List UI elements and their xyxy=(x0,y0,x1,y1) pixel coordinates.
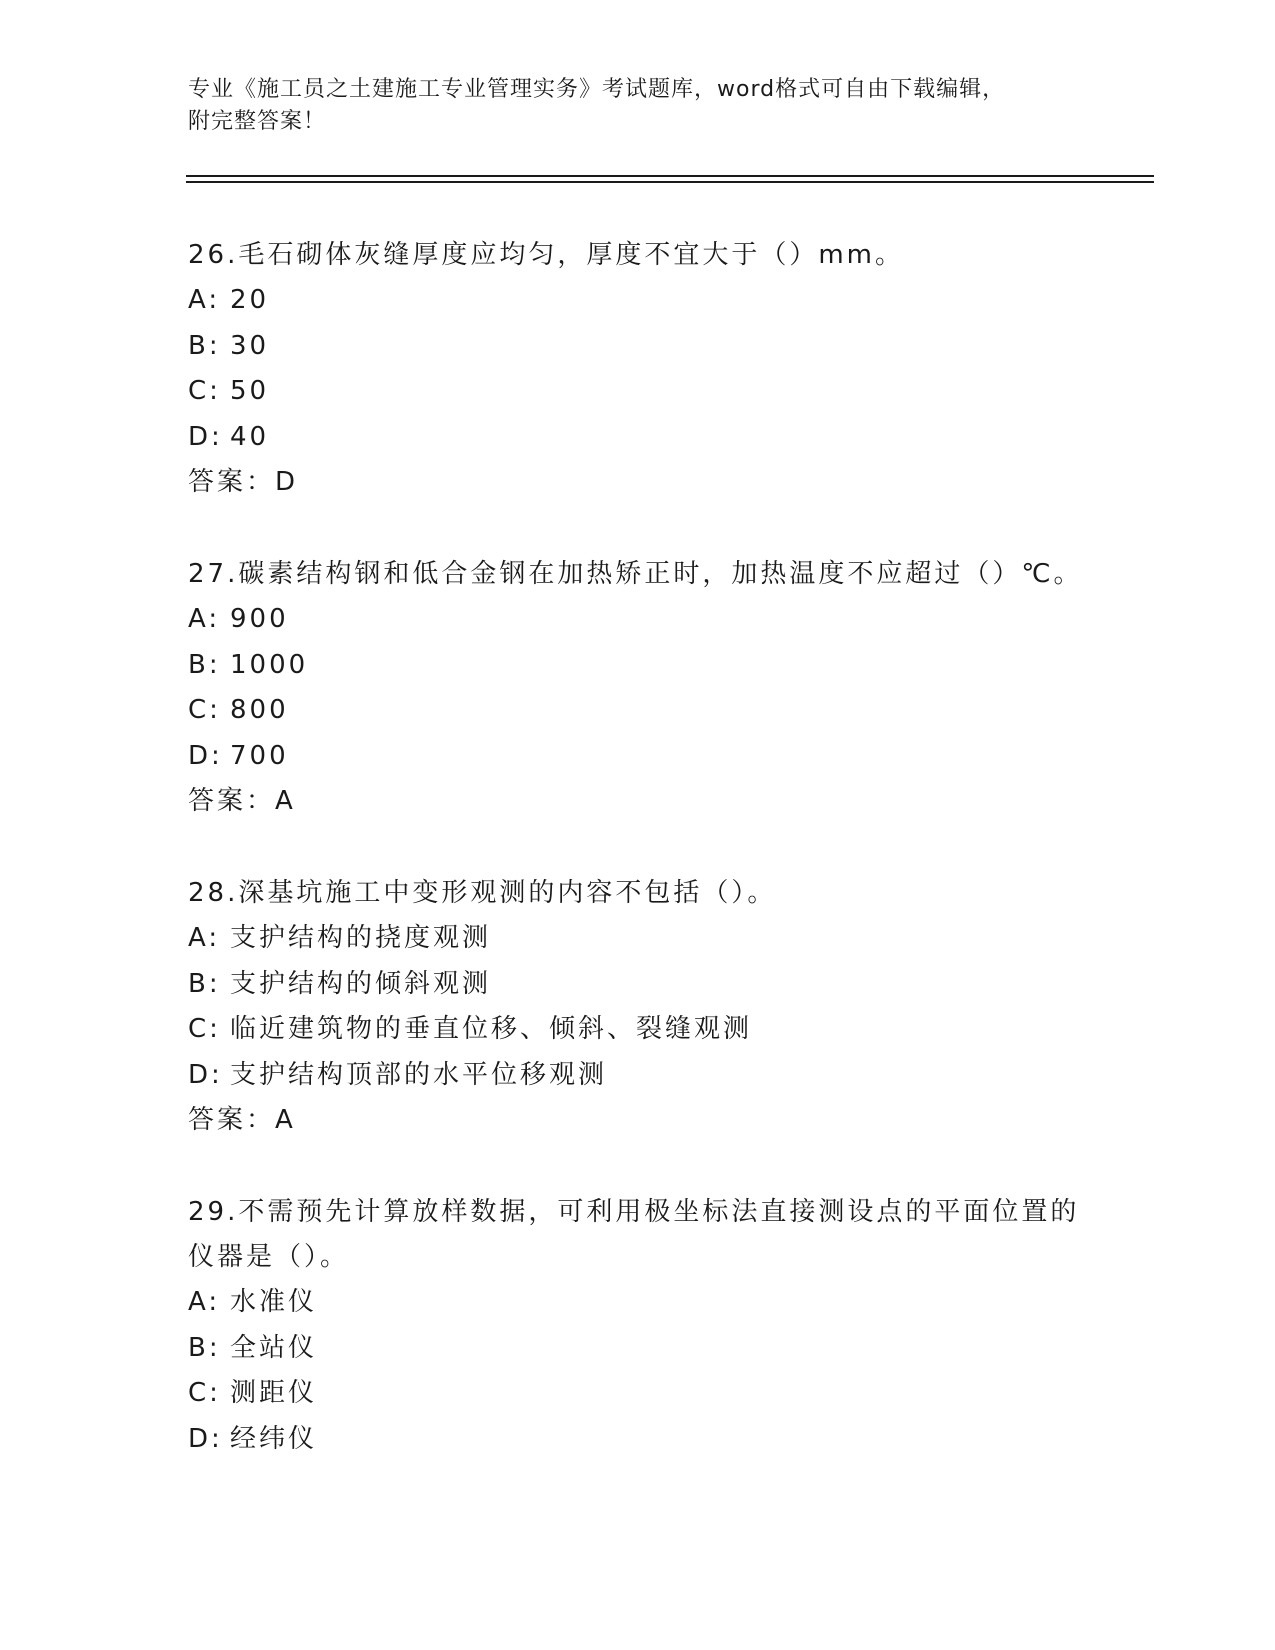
option-label: D: xyxy=(188,1059,223,1090)
option-d xyxy=(188,1053,1088,1099)
option-text: 700 xyxy=(230,740,289,771)
option-label: A: xyxy=(188,923,221,953)
option-b xyxy=(188,643,1088,689)
question-27 xyxy=(188,552,1088,824)
option-text: 800 xyxy=(230,695,289,725)
option-a xyxy=(188,278,1088,324)
option-text: 测距仪 xyxy=(230,1378,318,1408)
question-stem-line-2: 仪器是（）。 xyxy=(188,1242,350,1272)
question-stem xyxy=(188,1190,1088,1280)
option-c xyxy=(188,1007,1088,1053)
option-a xyxy=(188,916,1088,962)
option-label: D: xyxy=(188,421,223,452)
option-label: A: xyxy=(188,285,221,315)
header-divider-bottom xyxy=(186,181,1154,183)
option-label: A: xyxy=(188,1287,221,1317)
header-line-2: 附完整答案！ xyxy=(188,109,327,134)
option-c xyxy=(188,688,1088,734)
option-d xyxy=(188,734,1088,780)
option-text: 40 xyxy=(230,421,270,452)
answer-line: 答案：A xyxy=(188,786,296,816)
option-text: 1000 xyxy=(230,649,309,680)
question-stem: 27.碳素结构钢和低合金钢在加热矫正时，加热温度不应超过（）℃。 xyxy=(188,559,1083,589)
option-b xyxy=(188,962,1088,1008)
option-label: B: xyxy=(188,968,221,999)
option-text: 支护结构的倾斜观测 xyxy=(230,968,492,999)
question-stem-line-1: 29.不需预先计算放样数据，可利用极坐标法直接测设点的平面位置的 xyxy=(188,1197,1080,1227)
option-text: 全站仪 xyxy=(230,1332,318,1363)
option-label: A: xyxy=(188,604,221,634)
option-text: 30 xyxy=(230,330,270,361)
option-label: C: xyxy=(188,1014,221,1044)
answer-line: 答案：A xyxy=(188,1105,296,1135)
option-c xyxy=(188,369,1088,415)
option-a xyxy=(188,597,1088,643)
question-stem: 28.深基坑施工中变形观测的内容不包括（）。 xyxy=(188,878,777,908)
question-29 xyxy=(188,1190,1088,1462)
header-line-1: 专业《施工员之土建施工专业管理实务》考试题库，word格式可自由下载编辑， xyxy=(188,77,1006,102)
answer-line: 答案：D xyxy=(188,467,299,497)
option-text: 50 xyxy=(230,376,270,406)
option-label: C: xyxy=(188,376,221,406)
option-label: B: xyxy=(188,649,221,680)
option-text: 临近建筑物的垂直位移、倾斜、裂缝观测 xyxy=(230,1014,753,1044)
option-text: 支护结构顶部的水平位移观测 xyxy=(230,1059,608,1090)
option-label: C: xyxy=(188,1378,221,1408)
question-28 xyxy=(188,871,1088,1143)
header-divider-top xyxy=(186,175,1154,177)
option-label: D: xyxy=(188,740,223,771)
question-stem: 26.毛石砌体灰缝厚度应均匀，厚度不宜大于（）mm。 xyxy=(188,240,905,270)
option-text: 水准仪 xyxy=(230,1287,318,1317)
question-26 xyxy=(188,233,1088,505)
option-c xyxy=(188,1371,1088,1417)
option-b xyxy=(188,324,1088,370)
option-d xyxy=(188,1417,1088,1463)
option-label: B: xyxy=(188,330,221,361)
option-label: C: xyxy=(188,695,221,725)
option-d xyxy=(188,415,1088,461)
option-label: B: xyxy=(188,1332,221,1363)
option-text: 支护结构的挠度观测 xyxy=(230,923,492,953)
option-text: 20 xyxy=(230,285,270,315)
option-text: 900 xyxy=(230,604,289,634)
option-label: D: xyxy=(188,1423,223,1454)
document-header xyxy=(188,74,1068,138)
option-text: 经纬仪 xyxy=(230,1423,318,1454)
option-a xyxy=(188,1280,1088,1326)
option-b xyxy=(188,1326,1088,1372)
